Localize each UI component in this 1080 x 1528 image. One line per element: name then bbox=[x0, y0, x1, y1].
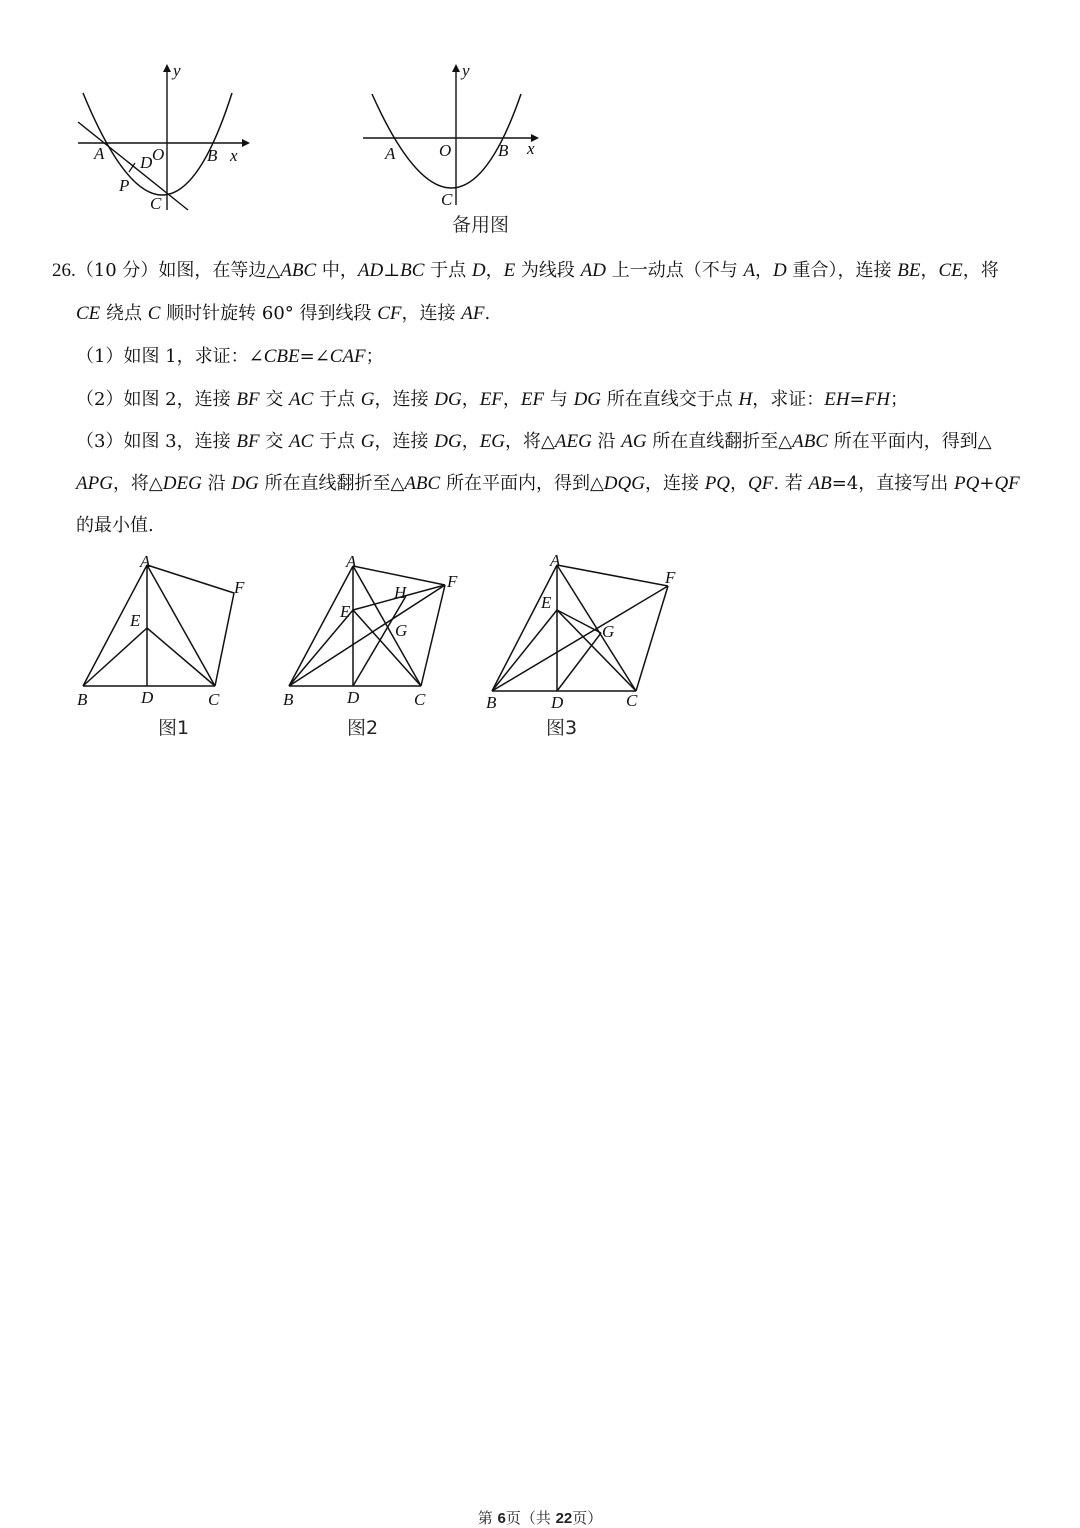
math-symbol: CE bbox=[938, 260, 963, 281]
text-run: ， bbox=[461, 389, 480, 410]
text-run: 上一动点（不与 bbox=[605, 260, 744, 281]
label-g: G bbox=[602, 622, 615, 641]
seg-dg bbox=[557, 633, 601, 691]
text-run: ⊥ bbox=[383, 260, 401, 281]
math-symbol: DQG bbox=[603, 473, 645, 494]
question-part-1 bbox=[76, 345, 1040, 369]
text-run: 所在平面内，得到△ bbox=[440, 473, 604, 494]
label-d: D bbox=[551, 693, 564, 712]
text-run: ， bbox=[920, 260, 939, 281]
text-run: ，求证： bbox=[752, 389, 825, 410]
text-run: 于点 bbox=[424, 260, 472, 281]
math-symbol: ABC bbox=[404, 473, 441, 494]
part-1-text bbox=[76, 346, 384, 367]
label-d: D bbox=[140, 153, 153, 172]
label-y: y bbox=[462, 61, 470, 80]
text-run: ，将△ bbox=[112, 473, 163, 494]
math-symbol: AC bbox=[289, 431, 314, 452]
text-run: （1）如图 1，求证：∠ bbox=[76, 346, 264, 367]
text-run: 中， bbox=[316, 260, 358, 281]
text-run: 的最小值. bbox=[76, 515, 154, 536]
label-c: C bbox=[414, 690, 426, 709]
label-a: A bbox=[550, 551, 561, 570]
figure-2-caption: 图2 bbox=[347, 717, 379, 739]
label-b: B bbox=[207, 146, 218, 165]
label-x: x bbox=[230, 146, 238, 165]
math-symbol: EH bbox=[824, 389, 850, 410]
text-run: 沿 bbox=[591, 431, 622, 452]
parabola-figure-main bbox=[70, 60, 260, 220]
label-b: B bbox=[283, 690, 294, 709]
text-run: 绕点 bbox=[100, 303, 148, 324]
math-symbol: BC bbox=[400, 260, 425, 281]
backup-figure-caption: 备用图 bbox=[452, 214, 510, 236]
question-stem-2 bbox=[76, 303, 490, 324]
text-run: 重合），连接 bbox=[786, 260, 898, 281]
seg-ce bbox=[353, 610, 421, 686]
text-run: 所在直线交于点 bbox=[601, 389, 739, 410]
text-run: 沿 bbox=[201, 473, 232, 494]
label-a: A bbox=[385, 144, 396, 163]
math-symbol: CE bbox=[76, 303, 101, 324]
text-run: 为线段 bbox=[515, 260, 581, 281]
math-symbol: G bbox=[360, 431, 375, 452]
math-symbol: H bbox=[738, 389, 753, 410]
text-run: ， bbox=[730, 473, 749, 494]
seg-ce bbox=[557, 610, 636, 691]
label-c: C bbox=[441, 190, 453, 209]
text-run: . bbox=[484, 303, 491, 324]
text-run: ，连接 bbox=[374, 431, 435, 452]
math-symbol: AB bbox=[808, 473, 832, 494]
label-c: C bbox=[150, 194, 162, 213]
seg-dh bbox=[353, 596, 406, 686]
question-score: （10 分） bbox=[75, 260, 159, 281]
text-run: ， bbox=[461, 431, 480, 452]
text-run: . 若 bbox=[773, 473, 809, 494]
text-run: + bbox=[979, 473, 995, 494]
text-run: ，将 bbox=[962, 260, 999, 281]
math-symbol: QF bbox=[994, 473, 1020, 494]
text-run: ，连接 bbox=[644, 473, 705, 494]
label-d: D bbox=[347, 688, 360, 707]
figure-3-caption: 图3 bbox=[546, 717, 578, 739]
text-run: ； bbox=[889, 389, 908, 410]
math-symbol: CBE bbox=[263, 346, 300, 367]
label-a: A bbox=[140, 552, 151, 571]
footer-page-number: 6 bbox=[497, 1510, 506, 1527]
text-run: （3）如图 3，连接 bbox=[76, 431, 237, 452]
label-c: C bbox=[208, 690, 220, 709]
question-line-2 bbox=[76, 302, 1040, 326]
part-3-text-3 bbox=[76, 515, 154, 536]
label-o: O bbox=[152, 145, 165, 164]
text-run: 所在直线翻折至△ bbox=[646, 431, 793, 452]
text-run: 所在直线翻折至△ bbox=[258, 473, 405, 494]
math-symbol: AC bbox=[289, 389, 314, 410]
question-stem-1 bbox=[158, 260, 998, 281]
math-symbol: C bbox=[147, 303, 161, 324]
seg-be bbox=[289, 610, 353, 686]
figure-2 bbox=[275, 548, 475, 718]
math-symbol: DG bbox=[434, 431, 462, 452]
text-run: ，连接 bbox=[374, 389, 435, 410]
parabola-figure-backup bbox=[355, 60, 555, 215]
label-y: y bbox=[173, 61, 181, 80]
label-f: F bbox=[447, 572, 458, 591]
label-d: D bbox=[141, 688, 154, 707]
question-part-2 bbox=[76, 388, 1040, 412]
text-run: =∠ bbox=[299, 346, 330, 367]
seg-cf bbox=[215, 593, 234, 686]
math-symbol: DEG bbox=[162, 473, 202, 494]
question-part-3-line-2 bbox=[76, 472, 1040, 496]
math-symbol: AD bbox=[357, 260, 384, 281]
text-run: ； bbox=[365, 346, 384, 367]
text-run: ，连接 bbox=[401, 303, 462, 324]
text-run: 于点 bbox=[313, 431, 361, 452]
label-e: E bbox=[541, 593, 552, 612]
math-symbol: DG bbox=[434, 389, 462, 410]
seg-eg bbox=[557, 610, 601, 633]
math-symbol: APG bbox=[76, 473, 113, 494]
label-b: B bbox=[486, 693, 497, 712]
math-symbol: G bbox=[360, 389, 375, 410]
math-symbol: CF bbox=[377, 303, 402, 324]
seg-cf bbox=[421, 585, 445, 686]
math-symbol: BF bbox=[236, 389, 260, 410]
math-symbol: AD bbox=[580, 260, 606, 281]
math-symbol: CAF bbox=[329, 346, 366, 367]
seg-ce bbox=[147, 628, 215, 686]
math-symbol: EF bbox=[520, 389, 545, 410]
x-axis-arrow bbox=[242, 139, 250, 147]
text-run: ， bbox=[755, 260, 774, 281]
question-number: 26. bbox=[52, 260, 76, 281]
text-run: ，将△ bbox=[505, 431, 555, 452]
figure-1 bbox=[70, 548, 260, 718]
seg-bf bbox=[289, 585, 445, 686]
figure-3 bbox=[478, 548, 688, 718]
label-o: O bbox=[439, 141, 452, 160]
label-f: F bbox=[665, 568, 676, 587]
label-c: C bbox=[626, 691, 638, 710]
math-symbol: DG bbox=[573, 389, 602, 410]
text-run: 所在平面内，得到△ bbox=[828, 431, 992, 452]
text-run: =4，直接写出 bbox=[831, 473, 955, 494]
math-symbol: ABC bbox=[792, 431, 829, 452]
text-run: 如图，在等边△ bbox=[158, 260, 281, 281]
label-h: H bbox=[394, 583, 407, 602]
footer-total-pages: 22 bbox=[555, 1510, 573, 1527]
question-line-1 bbox=[52, 259, 1040, 283]
text-run: 交 bbox=[259, 431, 290, 452]
question-part-3-line-3 bbox=[76, 515, 1040, 538]
label-p: P bbox=[119, 176, 130, 195]
text-run: ， bbox=[485, 260, 504, 281]
label-a: A bbox=[94, 144, 105, 163]
y-axis-arrow bbox=[452, 64, 460, 72]
part-3-text-1 bbox=[76, 431, 992, 452]
text-run: ， bbox=[502, 389, 521, 410]
math-symbol: EF bbox=[479, 389, 503, 410]
label-f: F bbox=[234, 578, 245, 597]
math-symbol: ABC bbox=[280, 260, 317, 281]
footer-pre: 第 bbox=[477, 1509, 498, 1527]
page-footer bbox=[0, 1507, 1080, 1528]
math-symbol: D bbox=[773, 260, 787, 281]
label-e: E bbox=[340, 602, 351, 621]
math-symbol: AF bbox=[461, 303, 485, 324]
text-run: 交 bbox=[259, 389, 290, 410]
label-b: B bbox=[498, 141, 509, 160]
math-symbol: A bbox=[743, 260, 756, 281]
math-symbol: AEG bbox=[554, 431, 592, 452]
y-axis-arrow bbox=[163, 64, 171, 72]
label-a: A bbox=[346, 552, 357, 571]
question-part-3-line-1 bbox=[76, 430, 1040, 454]
seg-af bbox=[557, 565, 668, 586]
math-symbol: PQ bbox=[954, 473, 980, 494]
figure-1-caption: 图1 bbox=[158, 717, 190, 739]
math-symbol: FH bbox=[864, 389, 890, 410]
text-run: = bbox=[849, 389, 865, 410]
text-run: （2）如图 2，连接 bbox=[76, 389, 237, 410]
seg-be bbox=[492, 610, 557, 691]
seg-be bbox=[83, 628, 147, 686]
text-run: 顺时针旋转 60° 得到线段 bbox=[160, 303, 378, 324]
label-x: x bbox=[527, 139, 535, 158]
math-symbol: E bbox=[503, 260, 516, 281]
math-symbol: D bbox=[471, 260, 486, 281]
math-symbol: DG bbox=[231, 473, 259, 494]
math-symbol: PQ bbox=[704, 473, 731, 494]
footer-mid: 页（共 bbox=[505, 1509, 556, 1527]
footer-post: 页） bbox=[572, 1509, 603, 1527]
math-symbol: BE bbox=[897, 260, 921, 281]
text-run: 与 bbox=[544, 389, 574, 410]
label-b: B bbox=[77, 690, 88, 709]
math-symbol: EG bbox=[479, 431, 506, 452]
label-g: G bbox=[395, 621, 408, 640]
part-3-text-2 bbox=[76, 473, 1020, 494]
math-symbol: AG bbox=[621, 431, 647, 452]
label-e: E bbox=[130, 611, 141, 630]
seg-ab bbox=[289, 566, 353, 686]
part-2-text bbox=[76, 389, 908, 410]
math-symbol: QF bbox=[748, 473, 774, 494]
math-symbol: BF bbox=[236, 431, 260, 452]
text-run: 于点 bbox=[313, 389, 361, 410]
